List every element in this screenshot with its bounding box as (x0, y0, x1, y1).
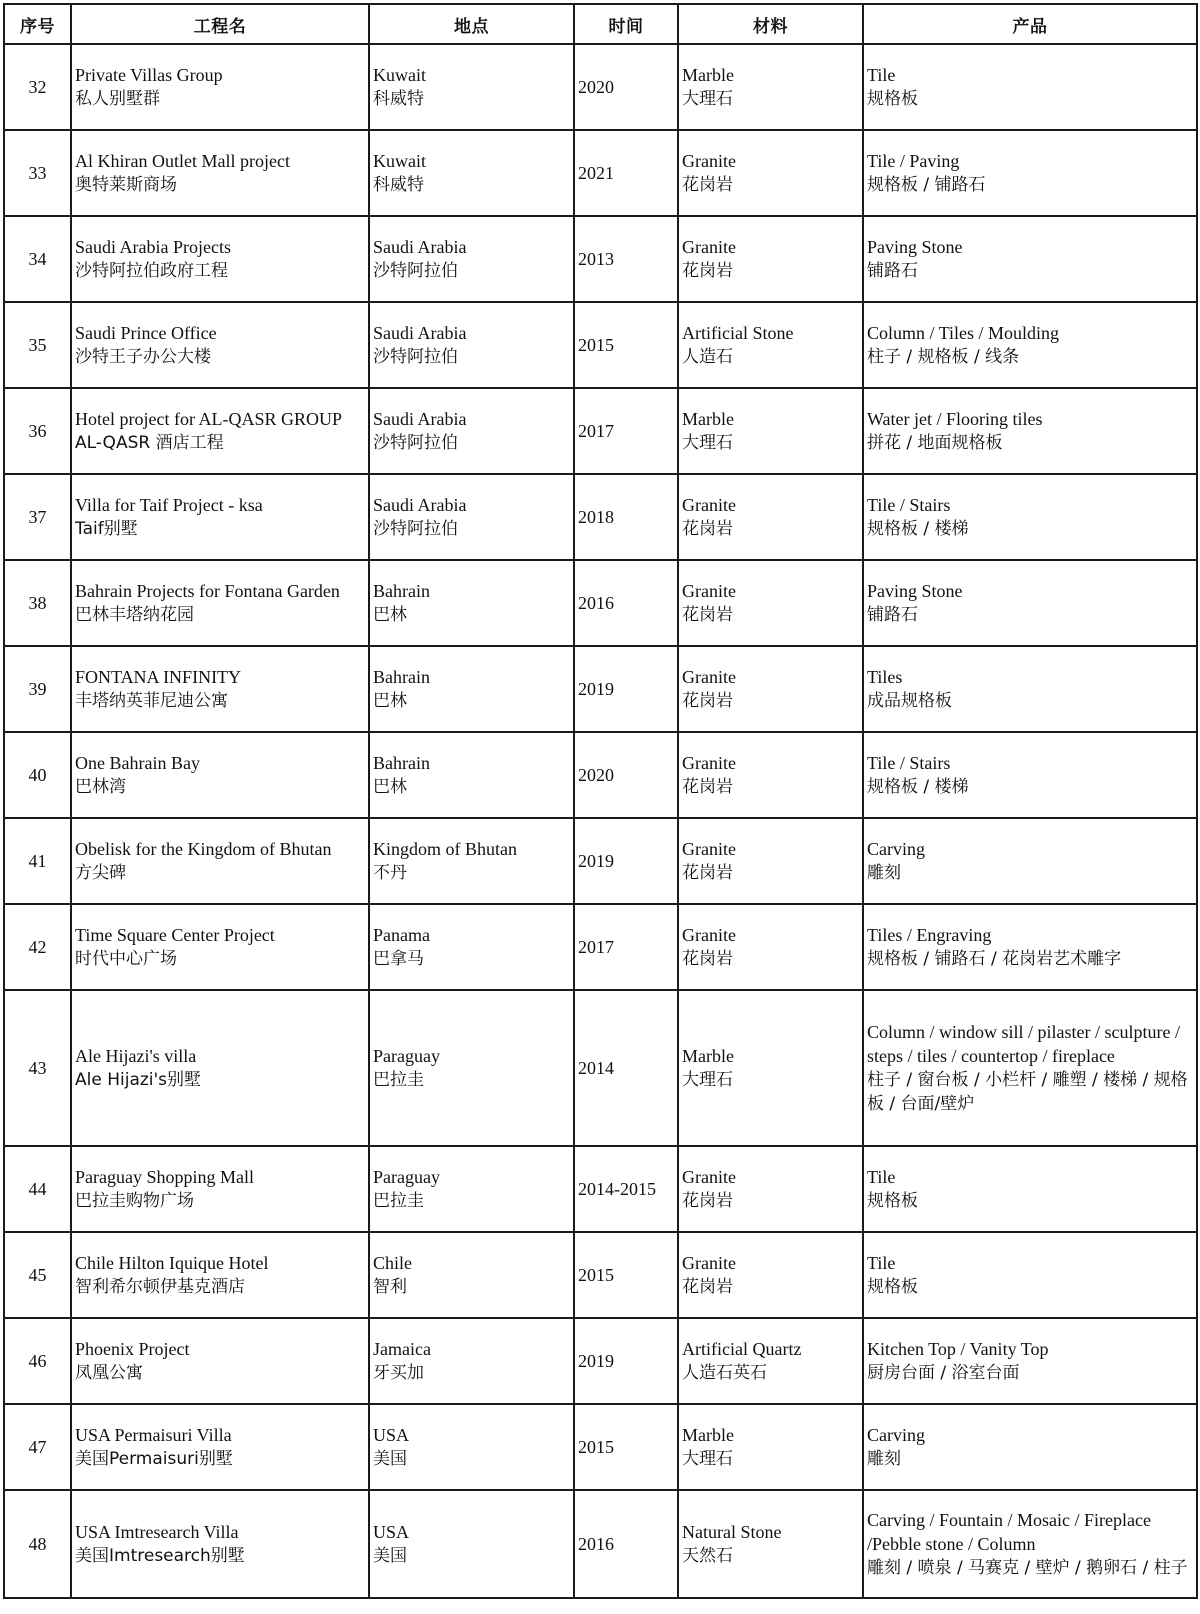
cell-no: 43 (4, 990, 71, 1146)
cell-line: Marble (682, 409, 734, 429)
table-body (4, 44, 1197, 1598)
cell-time: 2017 (574, 388, 678, 474)
cell-line: Granite (682, 1167, 736, 1187)
cell-line: 美国Permaisuri别墅 (75, 1449, 233, 1469)
cell-location (369, 904, 574, 990)
cell-no: 32 (4, 44, 71, 130)
table-header-row (4, 4, 1197, 44)
cell-line: Bahrain (373, 667, 430, 687)
cell-line: Carving (867, 1425, 925, 1445)
cell-location (369, 1490, 574, 1598)
cell-time: 2018 (574, 474, 678, 560)
cell-line: 人造石英石 (682, 1363, 767, 1383)
cell-location (369, 560, 574, 646)
cell-product (863, 302, 1197, 388)
cell-time: 2015 (574, 1404, 678, 1490)
cell-time: 2019 (574, 818, 678, 904)
cell-line: Chile Hilton Iquique Hotel (75, 1253, 269, 1273)
cell-line: 人造石 (682, 347, 733, 367)
cell-name (71, 1318, 369, 1404)
cell-line: Column / Tiles / Moulding (867, 323, 1060, 343)
cell-line: 沙特阿拉伯 (373, 433, 458, 453)
cell-material (678, 646, 863, 732)
header-no: 序号 (4, 4, 71, 44)
cell-line: 沙特阿拉伯政府工程 (75, 261, 228, 281)
cell-location (369, 990, 574, 1146)
cell-line: Granite (682, 495, 736, 515)
cell-line: Panama (373, 925, 430, 945)
cell-name (71, 818, 369, 904)
cell-line: 天然石 (682, 1546, 733, 1566)
cell-line: 巴拉圭 (373, 1070, 424, 1090)
cell-line: 柱子 / 规格板 / 线条 (867, 347, 1020, 367)
cell-line: 规格板 (867, 89, 918, 109)
cell-product (863, 216, 1197, 302)
cell-product (863, 818, 1197, 904)
cell-time: 2019 (574, 646, 678, 732)
table-row (4, 216, 1197, 302)
cell-line: Tiles / Engraving (867, 925, 992, 945)
cell-line: 私人别墅群 (75, 89, 160, 109)
cell-name (71, 904, 369, 990)
cell-line: Saudi Arabia (373, 237, 467, 257)
cell-name (71, 560, 369, 646)
cell-line: 规格板 / 楼梯 (867, 519, 969, 539)
cell-product (863, 646, 1197, 732)
cell-no: 40 (4, 732, 71, 818)
cell-line: Saudi Arabia (373, 323, 467, 343)
cell-line: Kingdom of Bhutan (373, 839, 517, 859)
cell-no: 47 (4, 1404, 71, 1490)
cell-line: Saudi Arabia (373, 409, 467, 429)
cell-line: 铺路石 (867, 261, 918, 281)
cell-location (369, 818, 574, 904)
cell-material (678, 1318, 863, 1404)
cell-no: 45 (4, 1232, 71, 1318)
cell-no: 38 (4, 560, 71, 646)
cell-location (369, 474, 574, 560)
cell-line: Jamaica (373, 1339, 431, 1359)
cell-material (678, 1232, 863, 1318)
cell-material (678, 818, 863, 904)
cell-location (369, 302, 574, 388)
cell-line: Marble (682, 65, 734, 85)
cell-no: 34 (4, 216, 71, 302)
cell-no: 41 (4, 818, 71, 904)
table-row (4, 560, 1197, 646)
cell-line: 丰塔纳英菲尼迪公寓 (75, 691, 228, 711)
cell-line: 不丹 (373, 863, 407, 883)
cell-line: Villa for Taif Project - ksa (75, 495, 263, 515)
cell-line: Paving Stone (867, 581, 963, 601)
cell-line: Tiles (867, 667, 903, 687)
cell-line: 雕刻 (867, 863, 901, 883)
cell-line: 巴林丰塔纳花园 (75, 605, 194, 625)
cell-line: Carving (867, 839, 925, 859)
cell-line: Marble (682, 1046, 734, 1066)
header-name: 工程名 (71, 4, 369, 44)
cell-line: Granite (682, 1253, 736, 1273)
header-product: 产品 (863, 4, 1197, 44)
cell-no: 36 (4, 388, 71, 474)
cell-location (369, 44, 574, 130)
table-row (4, 302, 1197, 388)
cell-line: 规格板 (867, 1277, 918, 1297)
cell-material (678, 474, 863, 560)
cell-time: 2021 (574, 130, 678, 216)
cell-line: Kitchen Top / Vanity Top (867, 1339, 1049, 1359)
cell-location (369, 646, 574, 732)
cell-line: Artificial Quartz (682, 1339, 802, 1359)
cell-material (678, 560, 863, 646)
cell-line: 拼花 / 地面规格板 (867, 433, 1003, 453)
cell-line: 巴拿马 (373, 949, 424, 969)
cell-line: 巴拉圭 (373, 1191, 424, 1211)
cell-line: 花岗岩 (682, 1277, 733, 1297)
cell-line: 规格板 (867, 1191, 918, 1211)
cell-time: 2016 (574, 1490, 678, 1598)
cell-line: 奥特莱斯商场 (75, 175, 177, 195)
cell-location (369, 130, 574, 216)
cell-product (863, 474, 1197, 560)
cell-no: 42 (4, 904, 71, 990)
cell-line: Paraguay (373, 1167, 440, 1187)
cell-name (71, 44, 369, 130)
cell-line: Bahrain Projects for Fontana Garden (75, 581, 340, 601)
cell-time: 2020 (574, 44, 678, 130)
cell-line: 牙买加 (373, 1363, 424, 1383)
cell-line: FONTANA INFINITY (75, 667, 242, 687)
cell-line: USA Imtresearch Villa (75, 1522, 239, 1542)
cell-line: 花岗岩 (682, 863, 733, 883)
cell-line: 智利 (373, 1277, 407, 1297)
cell-material (678, 1146, 863, 1232)
cell-material (678, 1490, 863, 1598)
cell-location (369, 388, 574, 474)
cell-line: 大理石 (682, 433, 733, 453)
cell-line: Private Villas Group (75, 65, 223, 85)
cell-time: 2015 (574, 1232, 678, 1318)
header-material: 材料 (678, 4, 863, 44)
cell-product (863, 1232, 1197, 1318)
cell-line: One Bahrain Bay (75, 753, 200, 773)
cell-time: 2016 (574, 560, 678, 646)
cell-line: Granite (682, 753, 736, 773)
cell-line: 规格板 / 铺路石 (867, 175, 986, 195)
cell-time: 2019 (574, 1318, 678, 1404)
cell-line: Tile / Stairs (867, 495, 951, 515)
cell-product (863, 732, 1197, 818)
cell-line: 花岗岩 (682, 949, 733, 969)
cell-line: 沙特阿拉伯 (373, 519, 458, 539)
cell-line: 巴拉圭购物广场 (75, 1191, 194, 1211)
cell-product (863, 904, 1197, 990)
cell-line: Tile (867, 1167, 896, 1187)
cell-material (678, 904, 863, 990)
cell-line: 厨房台面 / 浴室台面 (867, 1363, 1020, 1383)
cell-line: 沙特王子办公大楼 (75, 347, 211, 367)
cell-location (369, 216, 574, 302)
cell-line: Granite (682, 667, 736, 687)
cell-material (678, 44, 863, 130)
cell-line: Kuwait (373, 151, 426, 171)
cell-line: 大理石 (682, 1449, 733, 1469)
table-row (4, 1490, 1197, 1598)
cell-line: 沙特阿拉伯 (373, 261, 458, 281)
cell-line: 雕刻 / 喷泉 / 马赛克 / 壁炉 / 鹅卵石 / 柱子 (867, 1558, 1188, 1578)
cell-line: Obelisk for the Kingdom of Bhutan (75, 839, 332, 859)
cell-no: 44 (4, 1146, 71, 1232)
cell-line: 柱子 / 窗台板 / 小栏杆 / 雕塑 / 楼梯 / 规格板 / 台面/壁炉 (867, 1070, 1188, 1114)
cell-line: 沙特阿拉伯 (373, 347, 458, 367)
cell-line: 美国Imtresearch别墅 (75, 1546, 245, 1566)
header-time: 时间 (574, 4, 678, 44)
cell-line: Hotel project for AL-QASR GROUP (75, 409, 342, 429)
cell-location (369, 732, 574, 818)
cell-line: 规格板 / 楼梯 (867, 777, 969, 797)
cell-line: USA (373, 1522, 410, 1542)
cell-name (71, 1404, 369, 1490)
cell-line: Phoenix Project (75, 1339, 190, 1359)
table-row (4, 1232, 1197, 1318)
cell-product (863, 990, 1197, 1146)
table-row (4, 388, 1197, 474)
cell-line: Paving Stone (867, 237, 963, 257)
cell-line: USA (373, 1425, 410, 1445)
cell-line: 铺路石 (867, 605, 918, 625)
cell-line: 花岗岩 (682, 519, 733, 539)
cell-line: Marble (682, 1425, 734, 1445)
cell-name (71, 1490, 369, 1598)
cell-line: 花岗岩 (682, 605, 733, 625)
cell-no: 35 (4, 302, 71, 388)
cell-name (71, 130, 369, 216)
cell-material (678, 1404, 863, 1490)
cell-line: Time Square Center Project (75, 925, 275, 945)
cell-line: 凤凰公寓 (75, 1363, 143, 1383)
cell-line: 科威特 (373, 89, 424, 109)
cell-line: 花岗岩 (682, 691, 733, 711)
cell-location (369, 1232, 574, 1318)
cell-product (863, 130, 1197, 216)
cell-line: AL-QASR 酒店工程 (75, 433, 224, 453)
cell-line: 花岗岩 (682, 777, 733, 797)
cell-line: 智利希尔顿伊基克酒店 (75, 1277, 245, 1297)
cell-line: Bahrain (373, 581, 430, 601)
cell-line: 科威特 (373, 175, 424, 195)
table-row (4, 818, 1197, 904)
cell-line: Ale Hijazi's别墅 (75, 1070, 202, 1090)
cell-time: 2017 (574, 904, 678, 990)
cell-line: Tile (867, 1253, 896, 1273)
cell-line: Artificial Stone (682, 323, 794, 343)
cell-line: Bahrain (373, 753, 430, 773)
cell-line: 美国 (373, 1546, 407, 1566)
cell-name (71, 646, 369, 732)
cell-product (863, 1146, 1197, 1232)
table-row (4, 904, 1197, 990)
cell-name (71, 1232, 369, 1318)
cell-line: Carving / Fountain / Mosaic / Fireplace /Pebble stone / Column (867, 1510, 1151, 1554)
cell-product (863, 1404, 1197, 1490)
cell-location (369, 1404, 574, 1490)
cell-line: 花岗岩 (682, 1191, 733, 1211)
projects-table (3, 3, 1198, 1599)
cell-line: 巴林湾 (75, 777, 126, 797)
cell-material (678, 302, 863, 388)
table-row (4, 44, 1197, 130)
cell-time: 2014-2015 (574, 1146, 678, 1232)
cell-line: Water jet / Flooring tiles (867, 409, 1043, 429)
cell-name (71, 302, 369, 388)
cell-no: 39 (4, 646, 71, 732)
cell-line: Granite (682, 925, 736, 945)
table-row (4, 732, 1197, 818)
cell-line: 巴林 (373, 605, 407, 625)
cell-product (863, 44, 1197, 130)
cell-no: 37 (4, 474, 71, 560)
cell-line: Granite (682, 581, 736, 601)
cell-line: Al Khiran Outlet Mall project (75, 151, 290, 171)
cell-line: 花岗岩 (682, 261, 733, 281)
cell-material (678, 388, 863, 474)
table-row (4, 130, 1197, 216)
cell-time: 2015 (574, 302, 678, 388)
cell-line: 雕刻 (867, 1449, 901, 1469)
cell-product (863, 388, 1197, 474)
cell-line: 美国 (373, 1449, 407, 1469)
cell-line: Saudi Prince Office (75, 323, 217, 343)
cell-material (678, 216, 863, 302)
cell-name (71, 216, 369, 302)
cell-line: 时代中心广场 (75, 949, 177, 969)
cell-line: Granite (682, 151, 736, 171)
cell-line: Saudi Arabia Projects (75, 237, 231, 257)
cell-location (369, 1318, 574, 1404)
cell-name (71, 732, 369, 818)
cell-line: USA Permaisuri Villa (75, 1425, 232, 1445)
cell-no: 48 (4, 1490, 71, 1598)
cell-line: Taif别墅 (75, 519, 138, 539)
cell-material (678, 990, 863, 1146)
table-row (4, 990, 1197, 1146)
cell-product (863, 1318, 1197, 1404)
cell-line: Natural Stone (682, 1522, 782, 1542)
cell-material (678, 732, 863, 818)
cell-no: 46 (4, 1318, 71, 1404)
cell-line: Paraguay Shopping Mall (75, 1167, 254, 1187)
table-row (4, 1318, 1197, 1404)
cell-line: Saudi Arabia (373, 495, 467, 515)
cell-time: 2014 (574, 990, 678, 1146)
cell-name (71, 474, 369, 560)
cell-line: Column / window sill / pilaster / sculpture / steps / tiles / countertop / fireplace (867, 1022, 1180, 1066)
cell-no: 33 (4, 130, 71, 216)
cell-line: 规格板 / 铺路石 / 花岗岩艺术雕字 (867, 949, 1122, 969)
cell-line: Ale Hijazi's villa (75, 1046, 197, 1066)
cell-line: Tile (867, 65, 896, 85)
cell-line: Tile / Stairs (867, 753, 951, 773)
cell-line: Tile / Paving (867, 151, 960, 171)
cell-line: 巴林 (373, 777, 407, 797)
cell-line: Granite (682, 839, 736, 859)
table-row (4, 646, 1197, 732)
table-row (4, 1404, 1197, 1490)
cell-material (678, 130, 863, 216)
cell-line: 巴林 (373, 691, 407, 711)
cell-product (863, 560, 1197, 646)
cell-line: 成品规格板 (867, 691, 952, 711)
cell-line: 花岗岩 (682, 175, 733, 195)
header-location: 地点 (369, 4, 574, 44)
cell-line: 大理石 (682, 1070, 733, 1090)
cell-time: 2013 (574, 216, 678, 302)
cell-line: Chile (373, 1253, 412, 1273)
cell-name (71, 990, 369, 1146)
cell-line: 大理石 (682, 89, 733, 109)
cell-name (71, 388, 369, 474)
cell-location (369, 1146, 574, 1232)
cell-name (71, 1146, 369, 1232)
cell-line: Granite (682, 237, 736, 257)
cell-line: Kuwait (373, 65, 426, 85)
cell-product (863, 1490, 1197, 1598)
table-row (4, 1146, 1197, 1232)
cell-line: Paraguay (373, 1046, 440, 1066)
cell-line: 方尖碑 (75, 863, 126, 883)
table-row (4, 474, 1197, 560)
cell-time: 2020 (574, 732, 678, 818)
